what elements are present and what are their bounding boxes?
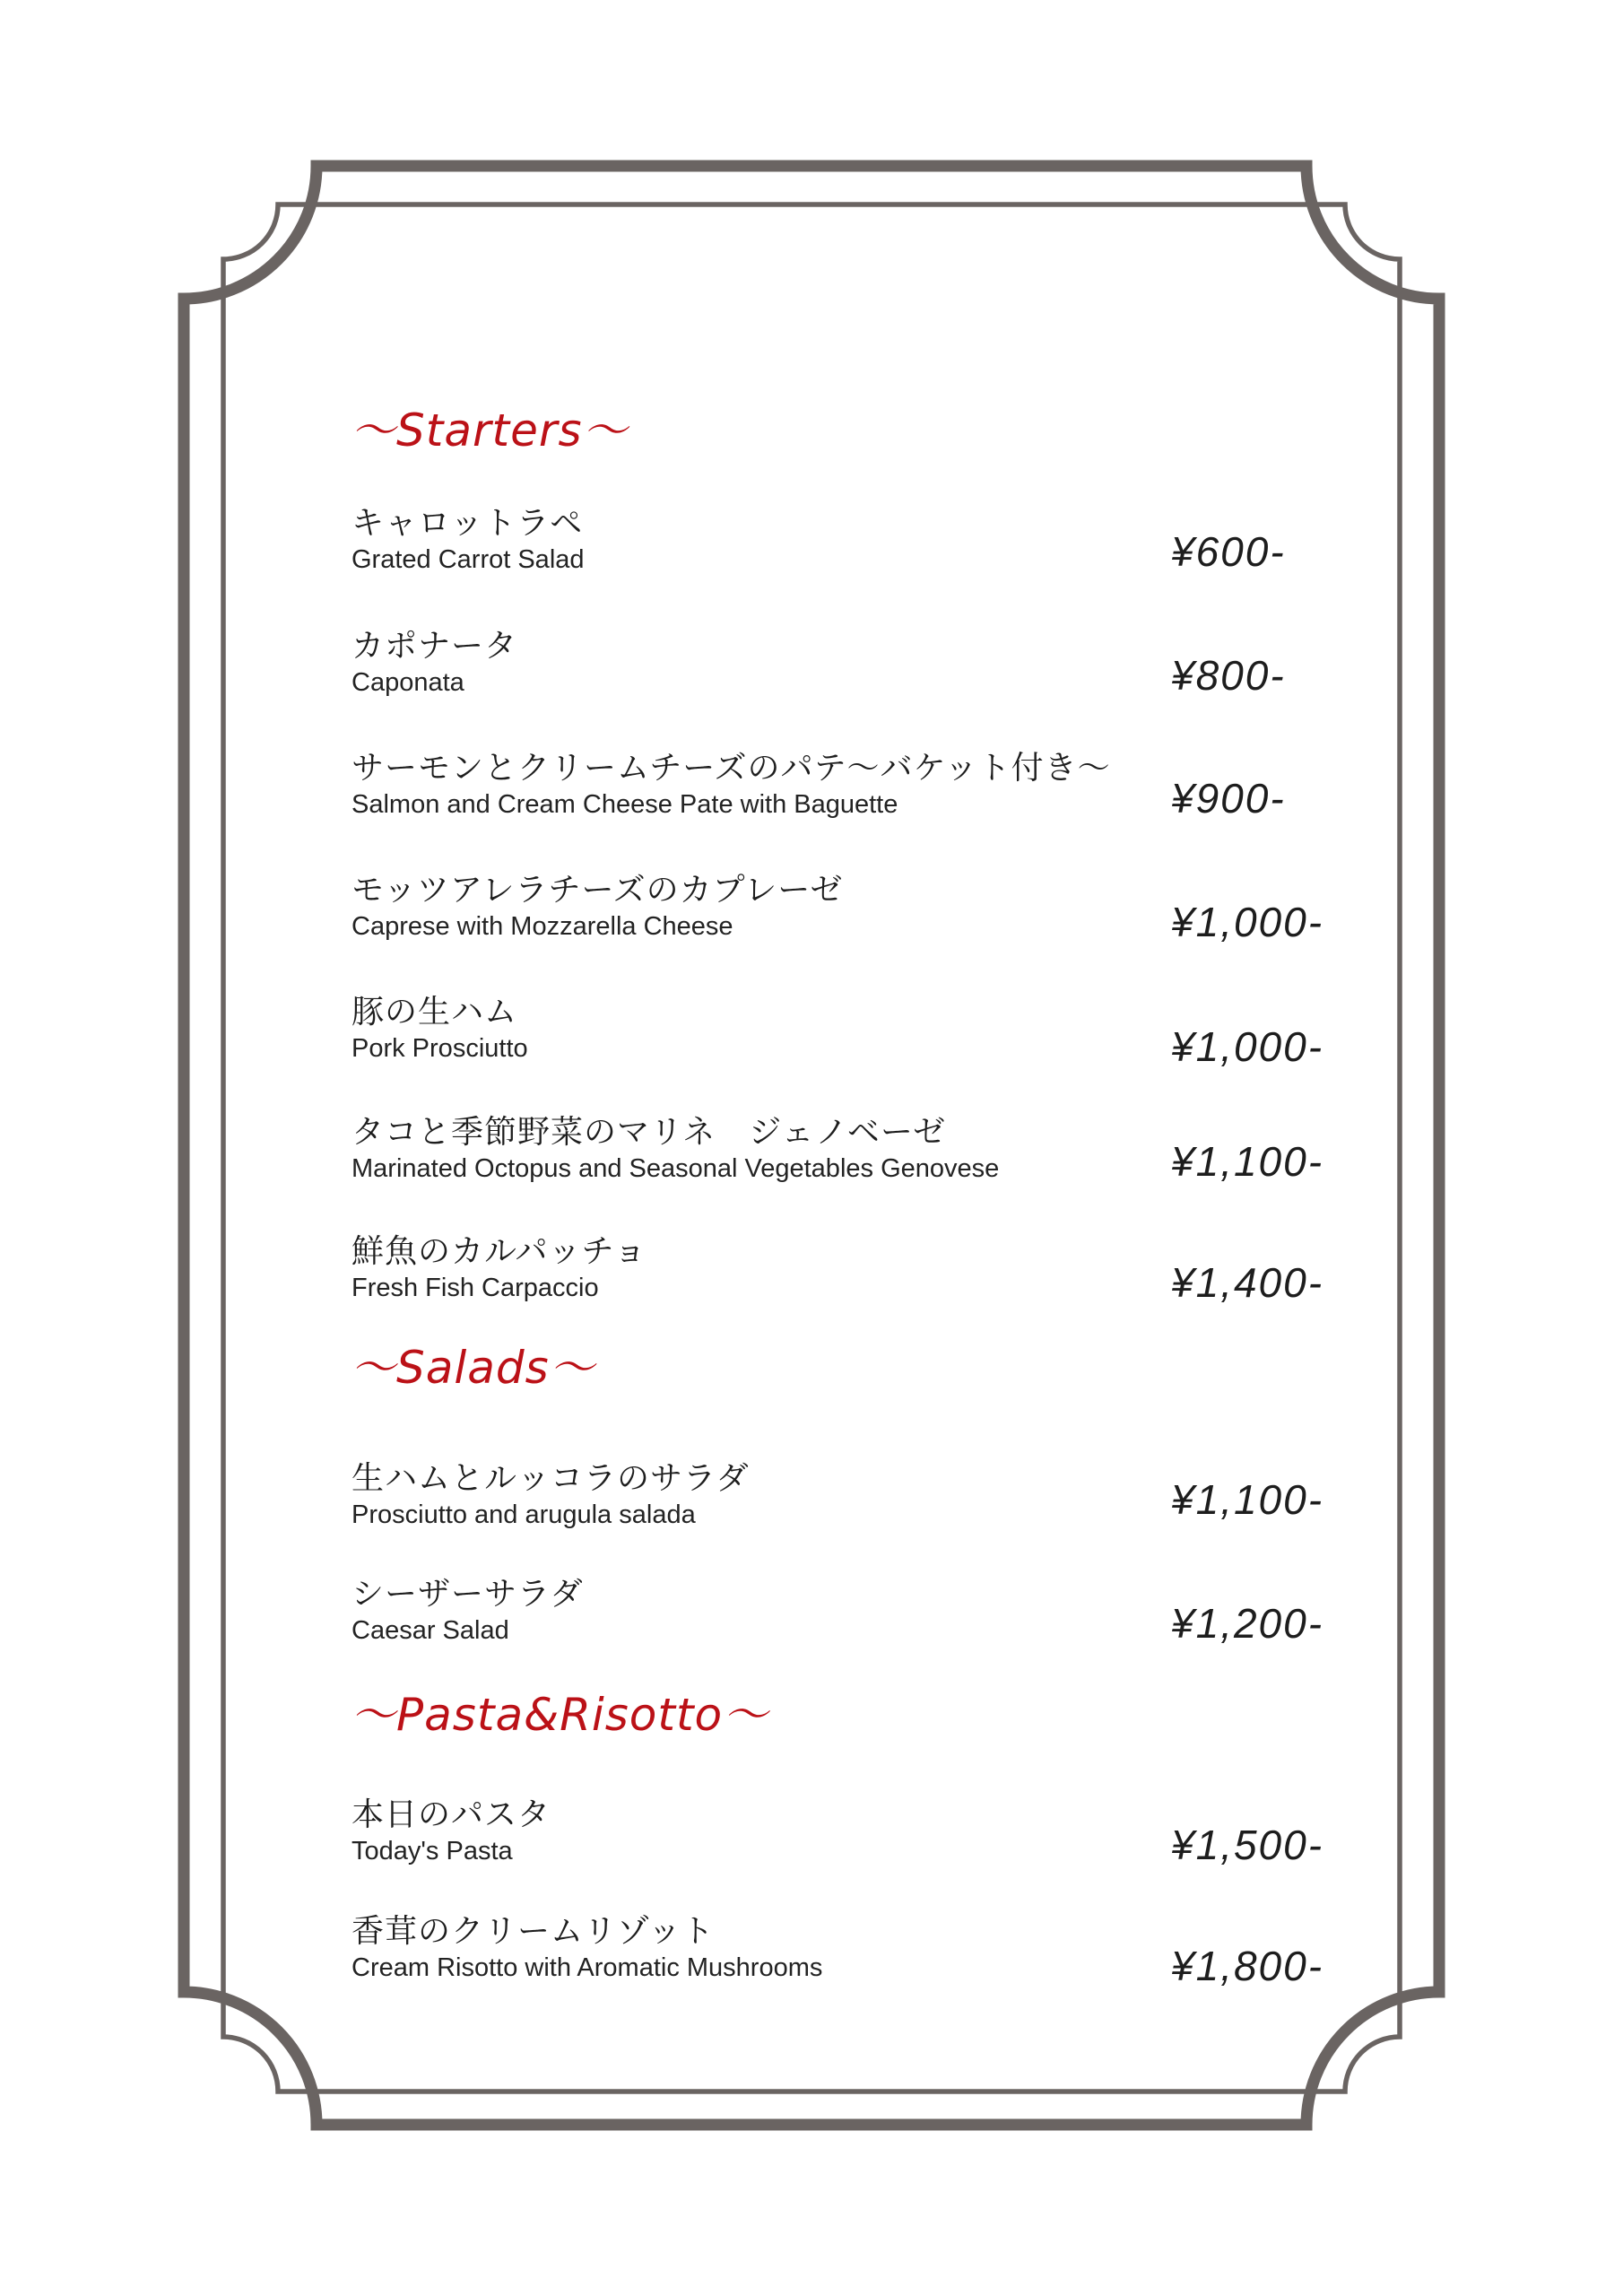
- item-name-en: Pork Prosciutto: [352, 1034, 528, 1063]
- item-name-en: Salmon and Cream Cheese Pate with Baguette: [352, 790, 898, 819]
- item-name-en: Caponata: [352, 668, 464, 697]
- menu-item-octopus-marine: [352, 1111, 999, 1184]
- menu-item-cream-risotto: [352, 1910, 822, 1983]
- section-heading-starters: ～Starters～: [351, 404, 629, 457]
- item-name-en: Caesar Salad: [352, 1616, 509, 1645]
- menu-item-caponata: [352, 625, 517, 698]
- item-name-jp: 香茸のクリームリゾット: [352, 1912, 715, 1949]
- item-price: ¥600-: [1171, 528, 1286, 575]
- item-price: ¥1,100-: [1171, 1476, 1324, 1523]
- item-name-en: Prosciutto and arugula salada: [352, 1500, 696, 1529]
- item-price: ¥1,400-: [1171, 1259, 1324, 1306]
- item-name-en: Grated Carrot Salad: [352, 545, 585, 574]
- item-name-jp: 本日のパスタ: [352, 1796, 551, 1832]
- item-price: ¥1,000-: [1171, 899, 1324, 945]
- item-name-jp: 生ハムとルッコラのサラダ: [352, 1459, 750, 1496]
- item-name-en: Marinated Octopus and Seasonal Vegetables Genovese: [352, 1154, 1000, 1183]
- menu-item-salmon-pate: [352, 747, 1111, 820]
- item-name-en: Today's Pasta: [352, 1837, 513, 1866]
- menu-item-carpaccio: [352, 1231, 647, 1303]
- item-name-en: Fresh Fish Carpaccio: [352, 1274, 599, 1302]
- item-name-jp: カポナータ: [352, 627, 518, 664]
- section-heading-salads: ～Salads～: [351, 1342, 595, 1394]
- item-price: ¥900-: [1171, 775, 1286, 822]
- item-name-jp: タコと季節野菜のマリネ ジェノベーゼ: [352, 1113, 947, 1150]
- item-name-jp: モッツアレラチーズのカプレーゼ: [352, 871, 844, 908]
- item-name-jp: シーザーサラダ: [352, 1575, 584, 1612]
- menu-item-pork-prosciutto: [352, 991, 528, 1064]
- item-name-jp: キャロットラペ: [352, 504, 584, 541]
- menu-item-todays-pasta: [352, 1794, 551, 1866]
- item-name-en: Cream Risotto with Aromatic Mushrooms: [352, 1953, 823, 1982]
- item-name-en: Caprese with Mozzarella Cheese: [352, 912, 733, 941]
- item-price: ¥1,000-: [1171, 1023, 1324, 1070]
- item-price: ¥1,200-: [1171, 1600, 1324, 1647]
- menu-item-caesar-salad: [352, 1573, 584, 1646]
- item-price: ¥1,100-: [1171, 1138, 1324, 1185]
- item-name-jp: 鮮魚のカルパッチョ: [352, 1232, 647, 1269]
- item-price: ¥1,500-: [1171, 1822, 1324, 1868]
- item-name-jp: サーモンとクリームチーズのパテ〜バケット付き〜: [352, 749, 1111, 786]
- menu-item-carrot-rape: [352, 502, 585, 575]
- item-name-jp: 豚の生ハム: [352, 993, 518, 1030]
- item-price: ¥1,800-: [1171, 1943, 1324, 1989]
- menu-item-prosciutto-arugula: [352, 1457, 750, 1530]
- menu-item-caprese: [352, 869, 844, 942]
- item-price: ¥800-: [1171, 652, 1286, 699]
- section-heading-pasta-risotto: ～Pasta&Risotto～: [351, 1689, 769, 1741]
